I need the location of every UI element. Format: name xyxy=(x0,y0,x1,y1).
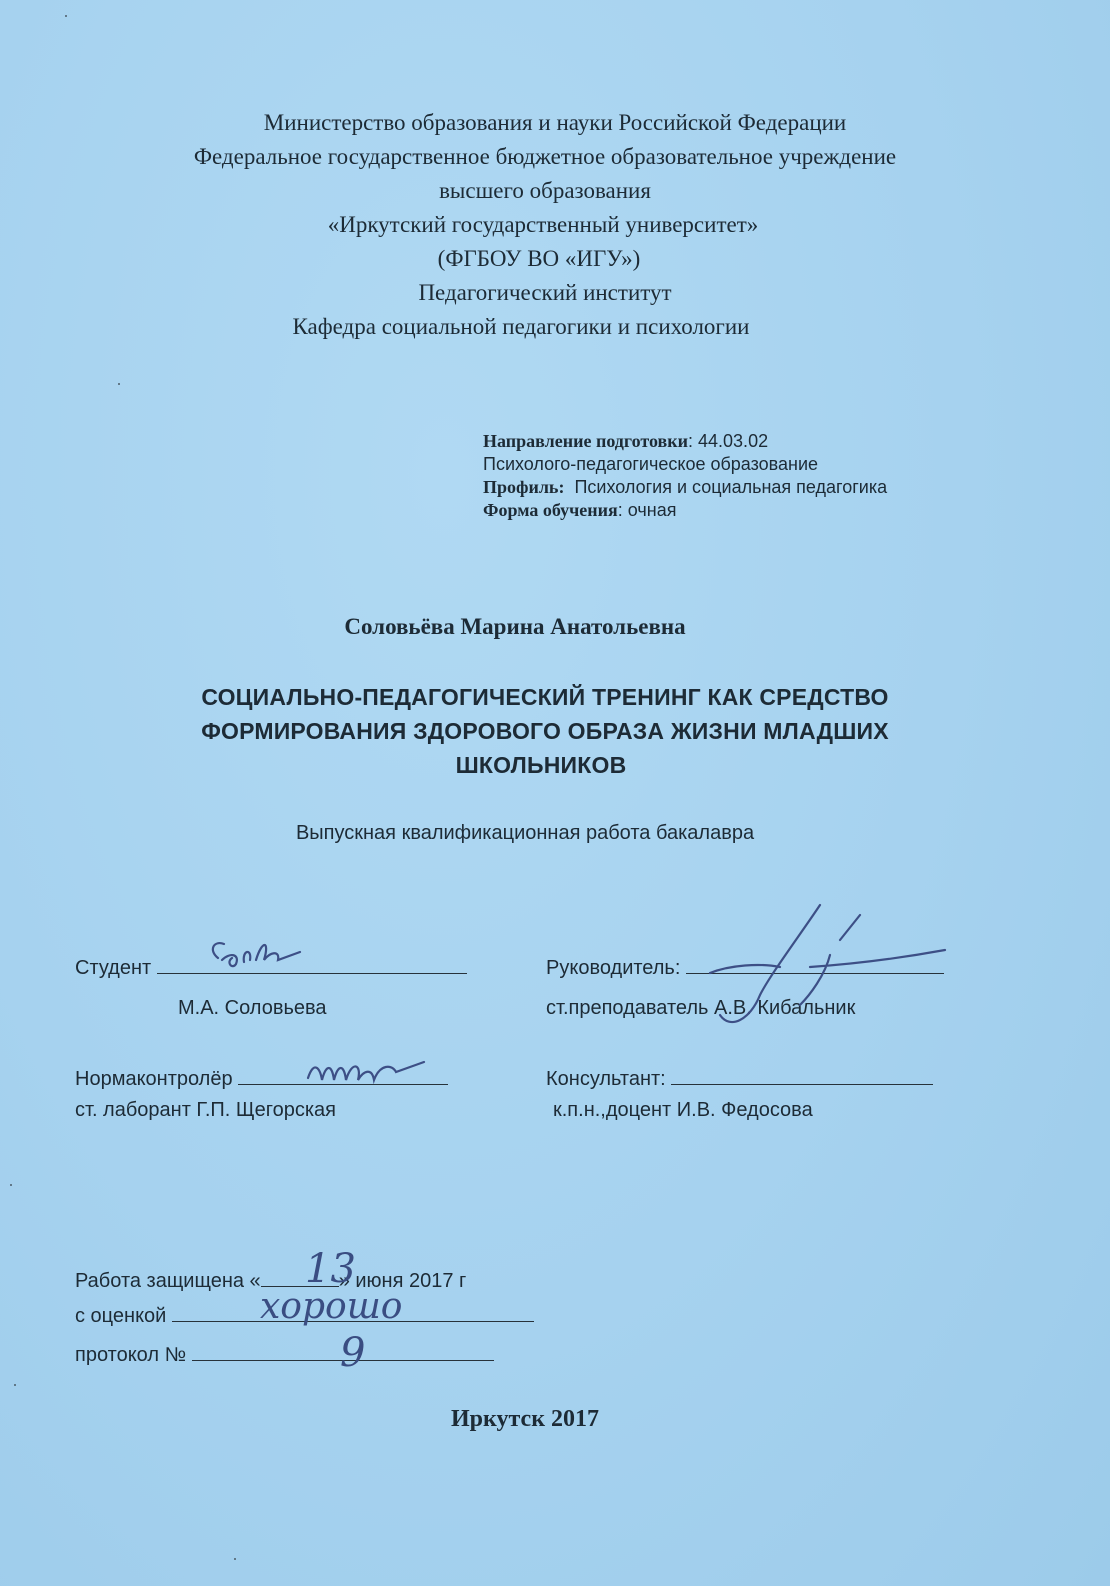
consultant-label: Консультант: xyxy=(546,1068,666,1090)
supervisor-name: ст.преподаватель А.В. Кибальник xyxy=(546,997,856,1019)
protocol-label: протокол № xyxy=(75,1344,187,1366)
protocol-handwritten: 9 xyxy=(340,1330,366,1376)
scan-speck xyxy=(14,1384,16,1386)
student-label: Студент xyxy=(75,957,152,979)
normcontrol-signature xyxy=(300,1040,430,1100)
profile-value: Психология и социальная педагогика xyxy=(574,477,888,497)
scan-speck xyxy=(10,1184,12,1186)
defense-day-handwritten: 13 xyxy=(305,1246,356,1292)
department-name: Кафедра социальной педагогики и психологии xyxy=(292,314,750,339)
protocol-row xyxy=(75,1342,494,1368)
defense-prefix: Работа защищена « xyxy=(75,1270,261,1292)
study-info xyxy=(483,430,887,522)
university-name: «Иркутский государственный университет» xyxy=(327,212,759,237)
city-year: Иркутск 2017 xyxy=(450,1406,600,1432)
scan-speck xyxy=(65,15,67,17)
consultant-row xyxy=(546,1066,933,1092)
grade-label: с оценкой xyxy=(75,1305,167,1327)
profile-label: Профиль: xyxy=(483,477,565,497)
institution-line1: Федеральное государственное бюджетное образовательное учреждение xyxy=(193,144,897,169)
author-name: Соловьёва Марина Анатольевна xyxy=(344,614,686,639)
profile-row xyxy=(483,476,887,499)
student-signature xyxy=(200,930,320,980)
consultant-signature-line xyxy=(671,1066,933,1085)
work-type: Выпускная квалификационная работа бакалавра xyxy=(295,822,755,844)
form-row xyxy=(483,499,887,522)
normcontrol-label: Нормаконтролёр xyxy=(75,1068,233,1090)
supervisor-signature xyxy=(690,895,960,1035)
thesis-title-line2: ФОРМИРОВАНИЯ ЗДОРОВОГО ОБРАЗА ЖИЗНИ МЛАДШИХ xyxy=(201,718,889,744)
thesis-title-line1: СОЦИАЛЬНО-ПЕДАГОГИЧЕСКИЙ ТРЕНИНГ КАК СРЕДСТВО xyxy=(201,684,889,710)
ministry-line: Министерство образования и науки Российской Федерации xyxy=(263,110,847,135)
institution-line2: высшего образования xyxy=(439,178,651,203)
defense-suffix: » июня 2017 г xyxy=(338,1270,467,1292)
direction-name: Психолого-педагогическое образование xyxy=(483,454,819,474)
form-value: : очная xyxy=(617,500,677,520)
university-abbrev: (ФГБОУ ВО «ИГУ») xyxy=(437,246,641,271)
thesis-title-line3: ШКОЛЬНИКОВ xyxy=(455,752,627,778)
scan-speck xyxy=(118,383,120,385)
supervisor-label: Руководитель: xyxy=(546,957,681,979)
consultant-name: к.п.н.,доцент И.В. Федосова xyxy=(553,1099,813,1121)
direction-row xyxy=(483,430,887,453)
direction-label: Направление подготовки xyxy=(483,431,689,451)
student-name: М.А. Соловьева xyxy=(178,997,327,1019)
scan-speck xyxy=(234,1558,236,1560)
direction-value: : 44.03.02 xyxy=(688,431,769,451)
institute-name: Педагогический институт xyxy=(418,280,672,305)
form-label: Форма обучения xyxy=(483,500,618,520)
grade-handwritten: хорошо xyxy=(260,1286,403,1327)
normcontrol-name: ст. лаборант Г.П. Щегорская xyxy=(75,1099,336,1121)
